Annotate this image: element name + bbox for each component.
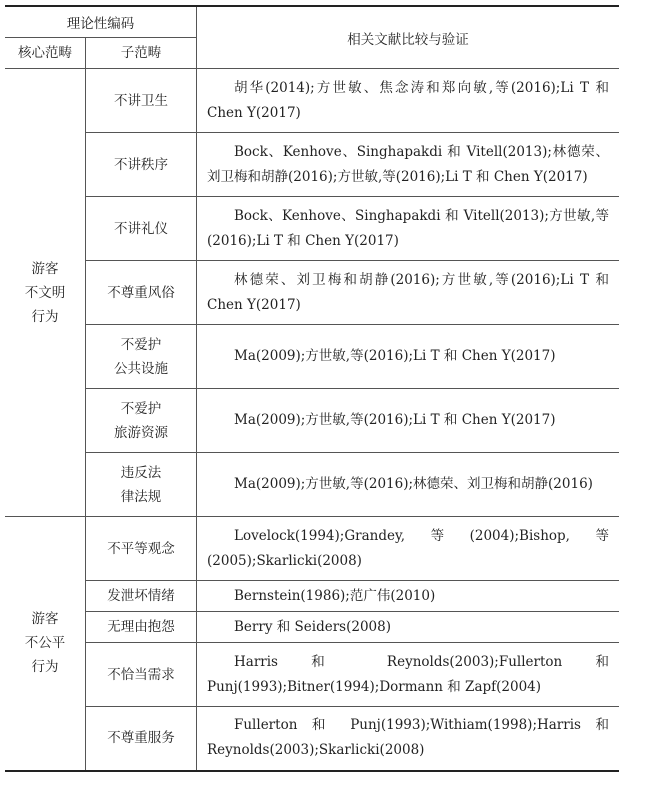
reference-cell: 林德荣、刘卫梅和胡静(2016);方世敏,等(2016);Li T 和 Chen Y(2017) bbox=[197, 261, 620, 325]
header-refs: 相关文献比较与验证 bbox=[197, 6, 620, 69]
header-coding: 理论性编码 bbox=[5, 6, 197, 38]
reference-cell: Ma(2009);方世敏,等(2016);林德荣、刘卫梅和胡静(2016) bbox=[197, 453, 620, 517]
table-row bbox=[5, 69, 619, 133]
table-row bbox=[5, 197, 619, 261]
header-row-1 bbox=[5, 6, 619, 38]
reference-cell: 胡华(2014);方世敏、焦念涛和郑向敏,等(2016);Li T 和 Chen Y(2017) bbox=[197, 69, 620, 133]
sub-category: 不讲秩序 bbox=[86, 133, 197, 197]
sub-category: 不讲礼仪 bbox=[86, 197, 197, 261]
table-row bbox=[5, 612, 619, 643]
table-row bbox=[5, 389, 619, 453]
reference-cell: Bock、Kenhove、Singhapakdi 和 Vitell(2013);林德荣、刘卫梅和胡静(2016);方世敏,等(2016);Li T 和 Chen Y(2017) bbox=[197, 133, 620, 197]
sub-category: 发泄坏情绪 bbox=[86, 581, 197, 612]
sub-category: 不爱护 旅游资源 bbox=[86, 389, 197, 453]
table-row bbox=[5, 643, 619, 707]
reference-cell: Fullerton 和 Punj(1993);Withiam(1998);Harris 和 Reynolds(2003);Skarlicki(2008) bbox=[197, 707, 620, 771]
header-core: 核心范畴 bbox=[5, 38, 86, 69]
table-row bbox=[5, 707, 619, 771]
table-row bbox=[5, 453, 619, 517]
reference-cell: Ma(2009);方世敏,等(2016);Li T 和 Chen Y(2017) bbox=[197, 325, 620, 389]
core-category: 游客 不文明 行为 bbox=[5, 69, 86, 517]
sub-category: 违反法 律法规 bbox=[86, 453, 197, 517]
reference-cell: Bock、Kenhove、Singhapakdi 和 Vitell(2013);方世敏,等(2016);Li T 和 Chen Y(2017) bbox=[197, 197, 620, 261]
reference-cell: Ma(2009);方世敏,等(2016);Li T 和 Chen Y(2017) bbox=[197, 389, 620, 453]
table-row bbox=[5, 517, 619, 581]
sub-category: 不恰当需求 bbox=[86, 643, 197, 707]
sub-category: 不平等观念 bbox=[86, 517, 197, 581]
header-sub: 子范畴 bbox=[86, 38, 197, 69]
reference-cell: Lovelock(1994);Grandey,等(2004);Bishop,等(2005);Skarlicki(2008) bbox=[197, 517, 620, 581]
reference-cell: Harris 和 Reynolds(2003);Fullerton 和 Punj(1993);Bitner(1994);Dormann 和 Zapf(2004) bbox=[197, 643, 620, 707]
sub-category: 不尊重服务 bbox=[86, 707, 197, 771]
sub-category: 不爱护 公共设施 bbox=[86, 325, 197, 389]
sub-category: 无理由抱怨 bbox=[86, 612, 197, 643]
literature-table bbox=[5, 5, 619, 772]
core-category: 游客 不公平 行为 bbox=[5, 517, 86, 771]
table-row bbox=[5, 581, 619, 612]
sub-category: 不讲卫生 bbox=[86, 69, 197, 133]
sub-category: 不尊重风俗 bbox=[86, 261, 197, 325]
reference-cell: Berry 和 Seiders(2008) bbox=[197, 612, 620, 643]
reference-cell: Bernstein(1986);范广伟(2010) bbox=[197, 581, 620, 612]
table-row bbox=[5, 325, 619, 389]
table-row bbox=[5, 261, 619, 325]
table-row bbox=[5, 133, 619, 197]
